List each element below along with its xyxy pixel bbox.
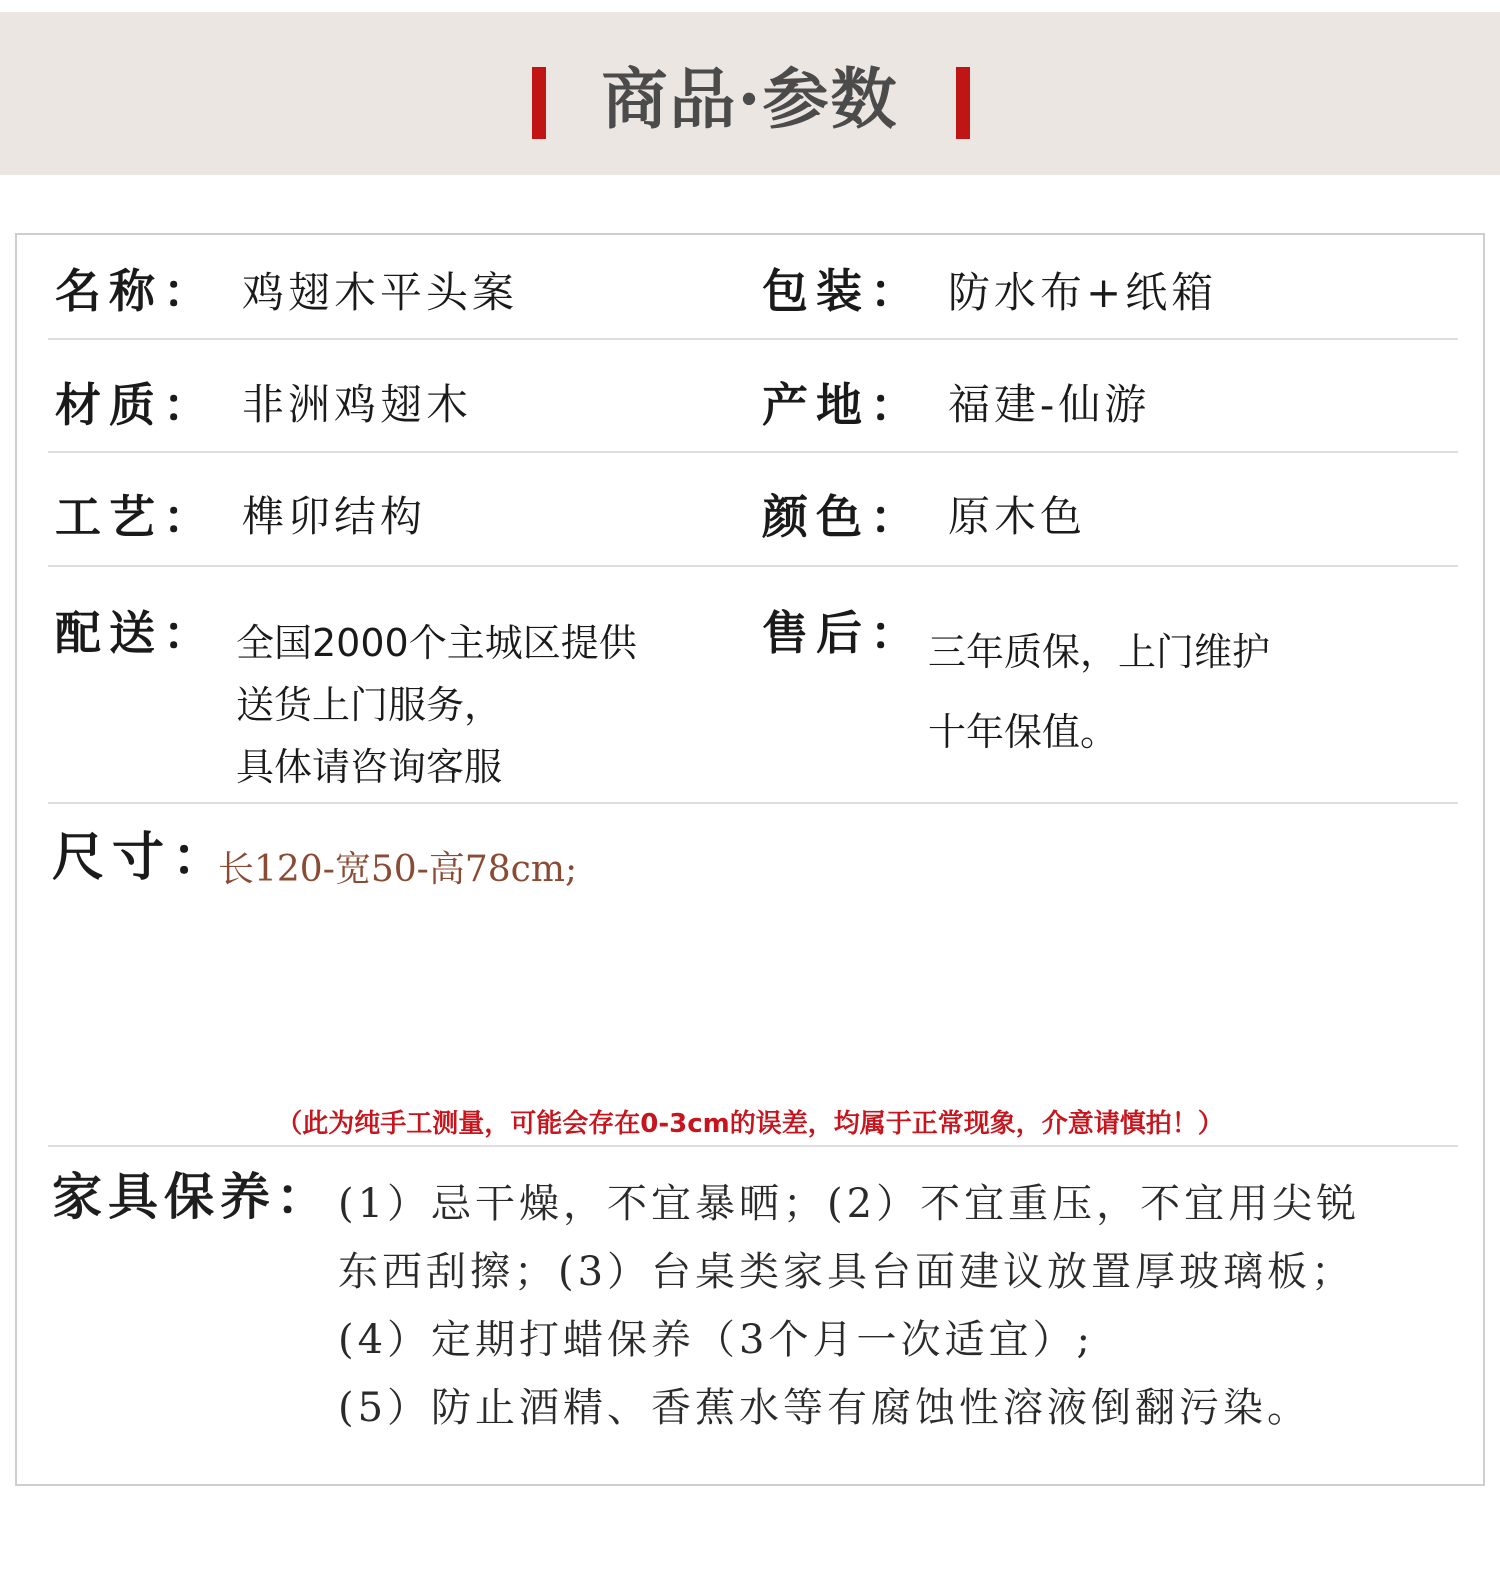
care-text xyxy=(338,1180,1360,1452)
header-banner xyxy=(0,12,1500,175)
aftersale-line: 三年质保，上门维护 xyxy=(928,630,1271,674)
material-value: 非洲鸡翅木 xyxy=(242,380,473,429)
care-line: (5）防止酒精、香蕉水等有腐蚀性溶液倒翻污染。 xyxy=(338,1385,1312,1431)
care-line: 东西刮擦；(3）台桌类家具台面建议放置厚玻璃板； xyxy=(338,1249,1356,1295)
packaging-label: 包装： xyxy=(762,264,924,318)
color-label: 颜色： xyxy=(762,490,924,544)
aftersale-value xyxy=(928,612,1270,772)
packaging-value: 防水布+纸箱 xyxy=(948,268,1218,317)
measurement-note: （此为纯手工测量，可能会存在0-3cm的误差，均属于正常现象，介意请慎拍！） xyxy=(276,1109,1224,1139)
origin-value: 福建-仙游 xyxy=(948,380,1151,429)
delivery-value xyxy=(236,612,637,798)
page-title: 商品·参数 xyxy=(601,60,899,138)
delivery-line: 具体请咨询客服 xyxy=(236,745,503,789)
craft-value: 榫卯结构 xyxy=(242,492,427,541)
row-divider xyxy=(48,1145,1458,1147)
delivery-line: 全国2000个主城区提供 xyxy=(236,621,637,665)
aftersale-label: 售后： xyxy=(762,606,924,660)
size-value: 长120-宽50-高78cm; xyxy=(218,849,578,890)
name-value: 鸡翅木平头案 xyxy=(242,268,519,317)
title-right-bar xyxy=(956,67,970,139)
care-label: 家具保养： xyxy=(52,1167,332,1226)
origin-label: 产地： xyxy=(762,378,924,432)
row-divider xyxy=(48,565,1458,567)
care-line: (1）忌干燥，不宜暴晒；(2）不宜重压，不宜用尖锐 xyxy=(338,1181,1361,1227)
color-value: 原木色 xyxy=(948,492,1087,541)
name-label: 名称： xyxy=(55,264,217,318)
size-label: 尺寸： xyxy=(52,827,233,888)
delivery-label: 配送： xyxy=(55,606,217,660)
row-divider xyxy=(48,451,1458,453)
row-divider xyxy=(48,802,1458,804)
care-line: (4）定期打蜡保养（3个月一次适宜）; xyxy=(338,1317,1094,1363)
craft-label: 工艺： xyxy=(55,490,217,544)
material-label: 材质： xyxy=(55,378,217,432)
row-divider xyxy=(48,338,1458,340)
aftersale-line: 十年保值。 xyxy=(928,710,1119,754)
delivery-line: 送货上门服务， xyxy=(236,683,503,727)
